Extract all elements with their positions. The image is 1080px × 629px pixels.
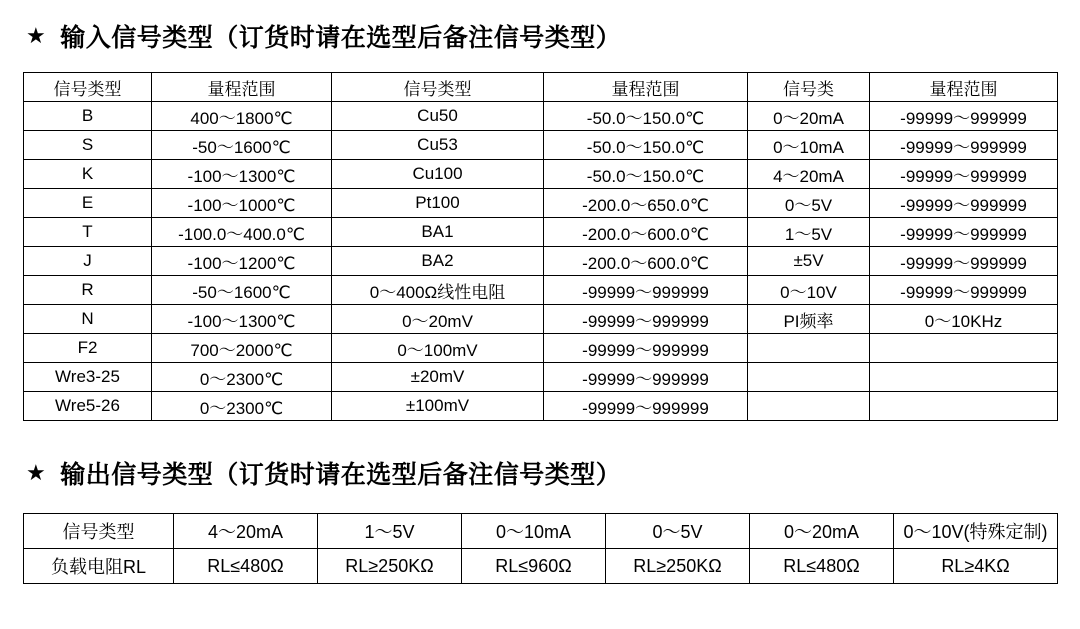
table-row	[24, 514, 1058, 549]
table-cell: RL≥4KΩ	[894, 549, 1058, 584]
table-cell: K	[24, 160, 152, 189]
table-cell-empty	[870, 334, 1058, 363]
table-header-row	[24, 73, 1058, 102]
table-cell: 0～10V(特殊定制)	[894, 514, 1058, 549]
table-cell: S	[24, 131, 152, 160]
table-cell: 700～2000℃	[152, 334, 332, 363]
table-cell-empty	[870, 363, 1058, 392]
table-cell: RL≥250KΩ	[318, 549, 462, 584]
table-row	[24, 392, 1058, 421]
table-row	[24, 218, 1058, 247]
table-cell: 0～20mA	[748, 102, 870, 131]
table-cell-empty	[870, 392, 1058, 421]
table-cell: 1～5V	[318, 514, 462, 549]
table-cell: 0～5V	[748, 189, 870, 218]
table-cell: 4～20mA	[174, 514, 318, 549]
table-cell: -99999～999999	[870, 218, 1058, 247]
table-cell: 0～10mA	[462, 514, 606, 549]
table-cell: 0～400Ω线性电阻	[332, 276, 544, 305]
row-header: 信号类型	[24, 514, 174, 549]
table-cell: 4～20mA	[748, 160, 870, 189]
table-cell: B	[24, 102, 152, 131]
table-cell: -100～1000℃	[152, 189, 332, 218]
table-cell: BA1	[332, 218, 544, 247]
table-row	[24, 131, 1058, 160]
table-cell: -99999～999999	[544, 334, 748, 363]
table-cell: RL≤480Ω	[174, 549, 318, 584]
table-cell: -50.0～150.0℃	[544, 131, 748, 160]
column-header: 信号类型	[332, 73, 544, 102]
table-cell: -99999～999999	[544, 363, 748, 392]
table-cell: -99999～999999	[870, 131, 1058, 160]
table-cell: -99999～999999	[544, 276, 748, 305]
table-cell-empty	[748, 363, 870, 392]
table-cell: -99999～999999	[544, 392, 748, 421]
table-cell: ±5V	[748, 247, 870, 276]
table-cell: 0～100mV	[332, 334, 544, 363]
table-cell: -99999～999999	[870, 189, 1058, 218]
table-cell: 0～10mA	[748, 131, 870, 160]
input-signal-heading-text: 输入信号类型（订货时请在选型后备注信号类型）	[60, 24, 622, 52]
table-row	[24, 305, 1058, 334]
output-signal-heading	[26, 455, 621, 491]
table-cell: RL≥250KΩ	[606, 549, 750, 584]
table-cell: Cu53	[332, 131, 544, 160]
table-cell: N	[24, 305, 152, 334]
star-icon: ★	[26, 23, 47, 48]
table-cell: 1～5V	[748, 218, 870, 247]
table-cell: E	[24, 189, 152, 218]
column-header: 量程范围	[544, 73, 748, 102]
table-cell: -99999～999999	[870, 247, 1058, 276]
column-header: 信号类型	[24, 73, 152, 102]
star-icon: ★	[26, 460, 47, 485]
table-cell: T	[24, 218, 152, 247]
table-cell: 0～2300℃	[152, 363, 332, 392]
table-cell: BA2	[332, 247, 544, 276]
table-cell: 0～10KHz	[870, 305, 1058, 334]
table-cell: J	[24, 247, 152, 276]
table-cell: -50.0～150.0℃	[544, 102, 748, 131]
input-signal-table	[23, 72, 1058, 421]
table-cell: RL≤480Ω	[750, 549, 894, 584]
table-cell: -100～1300℃	[152, 160, 332, 189]
table-row	[24, 334, 1058, 363]
table-cell: -50～1600℃	[152, 131, 332, 160]
row-header: 负载电阻RL	[24, 549, 174, 584]
table-cell: Wre3-25	[24, 363, 152, 392]
table-cell: -50～1600℃	[152, 276, 332, 305]
table-cell: Wre5-26	[24, 392, 152, 421]
table-cell-empty	[748, 334, 870, 363]
table-row	[24, 276, 1058, 305]
table-cell: -50.0～150.0℃	[544, 160, 748, 189]
output-signal-table	[23, 513, 1058, 584]
column-header: 信号类	[748, 73, 870, 102]
table-cell: PI频率	[748, 305, 870, 334]
column-header: 量程范围	[152, 73, 332, 102]
table-cell: -200.0～600.0℃	[544, 247, 748, 276]
table-cell: R	[24, 276, 152, 305]
table-cell: -99999～999999	[544, 305, 748, 334]
input-signal-heading	[26, 18, 621, 54]
table-cell: Cu100	[332, 160, 544, 189]
table-cell: -99999～999999	[870, 160, 1058, 189]
table-row	[24, 160, 1058, 189]
table-cell: -99999～999999	[870, 276, 1058, 305]
table-row	[24, 247, 1058, 276]
table-row	[24, 549, 1058, 584]
table-cell: F2	[24, 334, 152, 363]
table-cell: 0～2300℃	[152, 392, 332, 421]
table-cell: 400～1800℃	[152, 102, 332, 131]
table-cell: -200.0～650.0℃	[544, 189, 748, 218]
table-cell: -99999～999999	[870, 102, 1058, 131]
table-row	[24, 363, 1058, 392]
table-cell: -100.0～400.0℃	[152, 218, 332, 247]
table-cell: 0～5V	[606, 514, 750, 549]
table-cell: 0～20mV	[332, 305, 544, 334]
table-row	[24, 189, 1058, 218]
table-cell: 0～20mA	[750, 514, 894, 549]
output-signal-heading-text: 输出信号类型（订货时请在选型后备注信号类型）	[60, 461, 622, 489]
table-row	[24, 102, 1058, 131]
table-cell-empty	[748, 392, 870, 421]
table-cell: ±100mV	[332, 392, 544, 421]
table-cell: RL≤960Ω	[462, 549, 606, 584]
table-cell: -100～1300℃	[152, 305, 332, 334]
table-cell: -100～1200℃	[152, 247, 332, 276]
table-cell: -200.0～600.0℃	[544, 218, 748, 247]
column-header: 量程范围	[870, 73, 1058, 102]
table-cell: 0～10V	[748, 276, 870, 305]
table-cell: Pt100	[332, 189, 544, 218]
table-cell: Cu50	[332, 102, 544, 131]
table-cell: ±20mV	[332, 363, 544, 392]
